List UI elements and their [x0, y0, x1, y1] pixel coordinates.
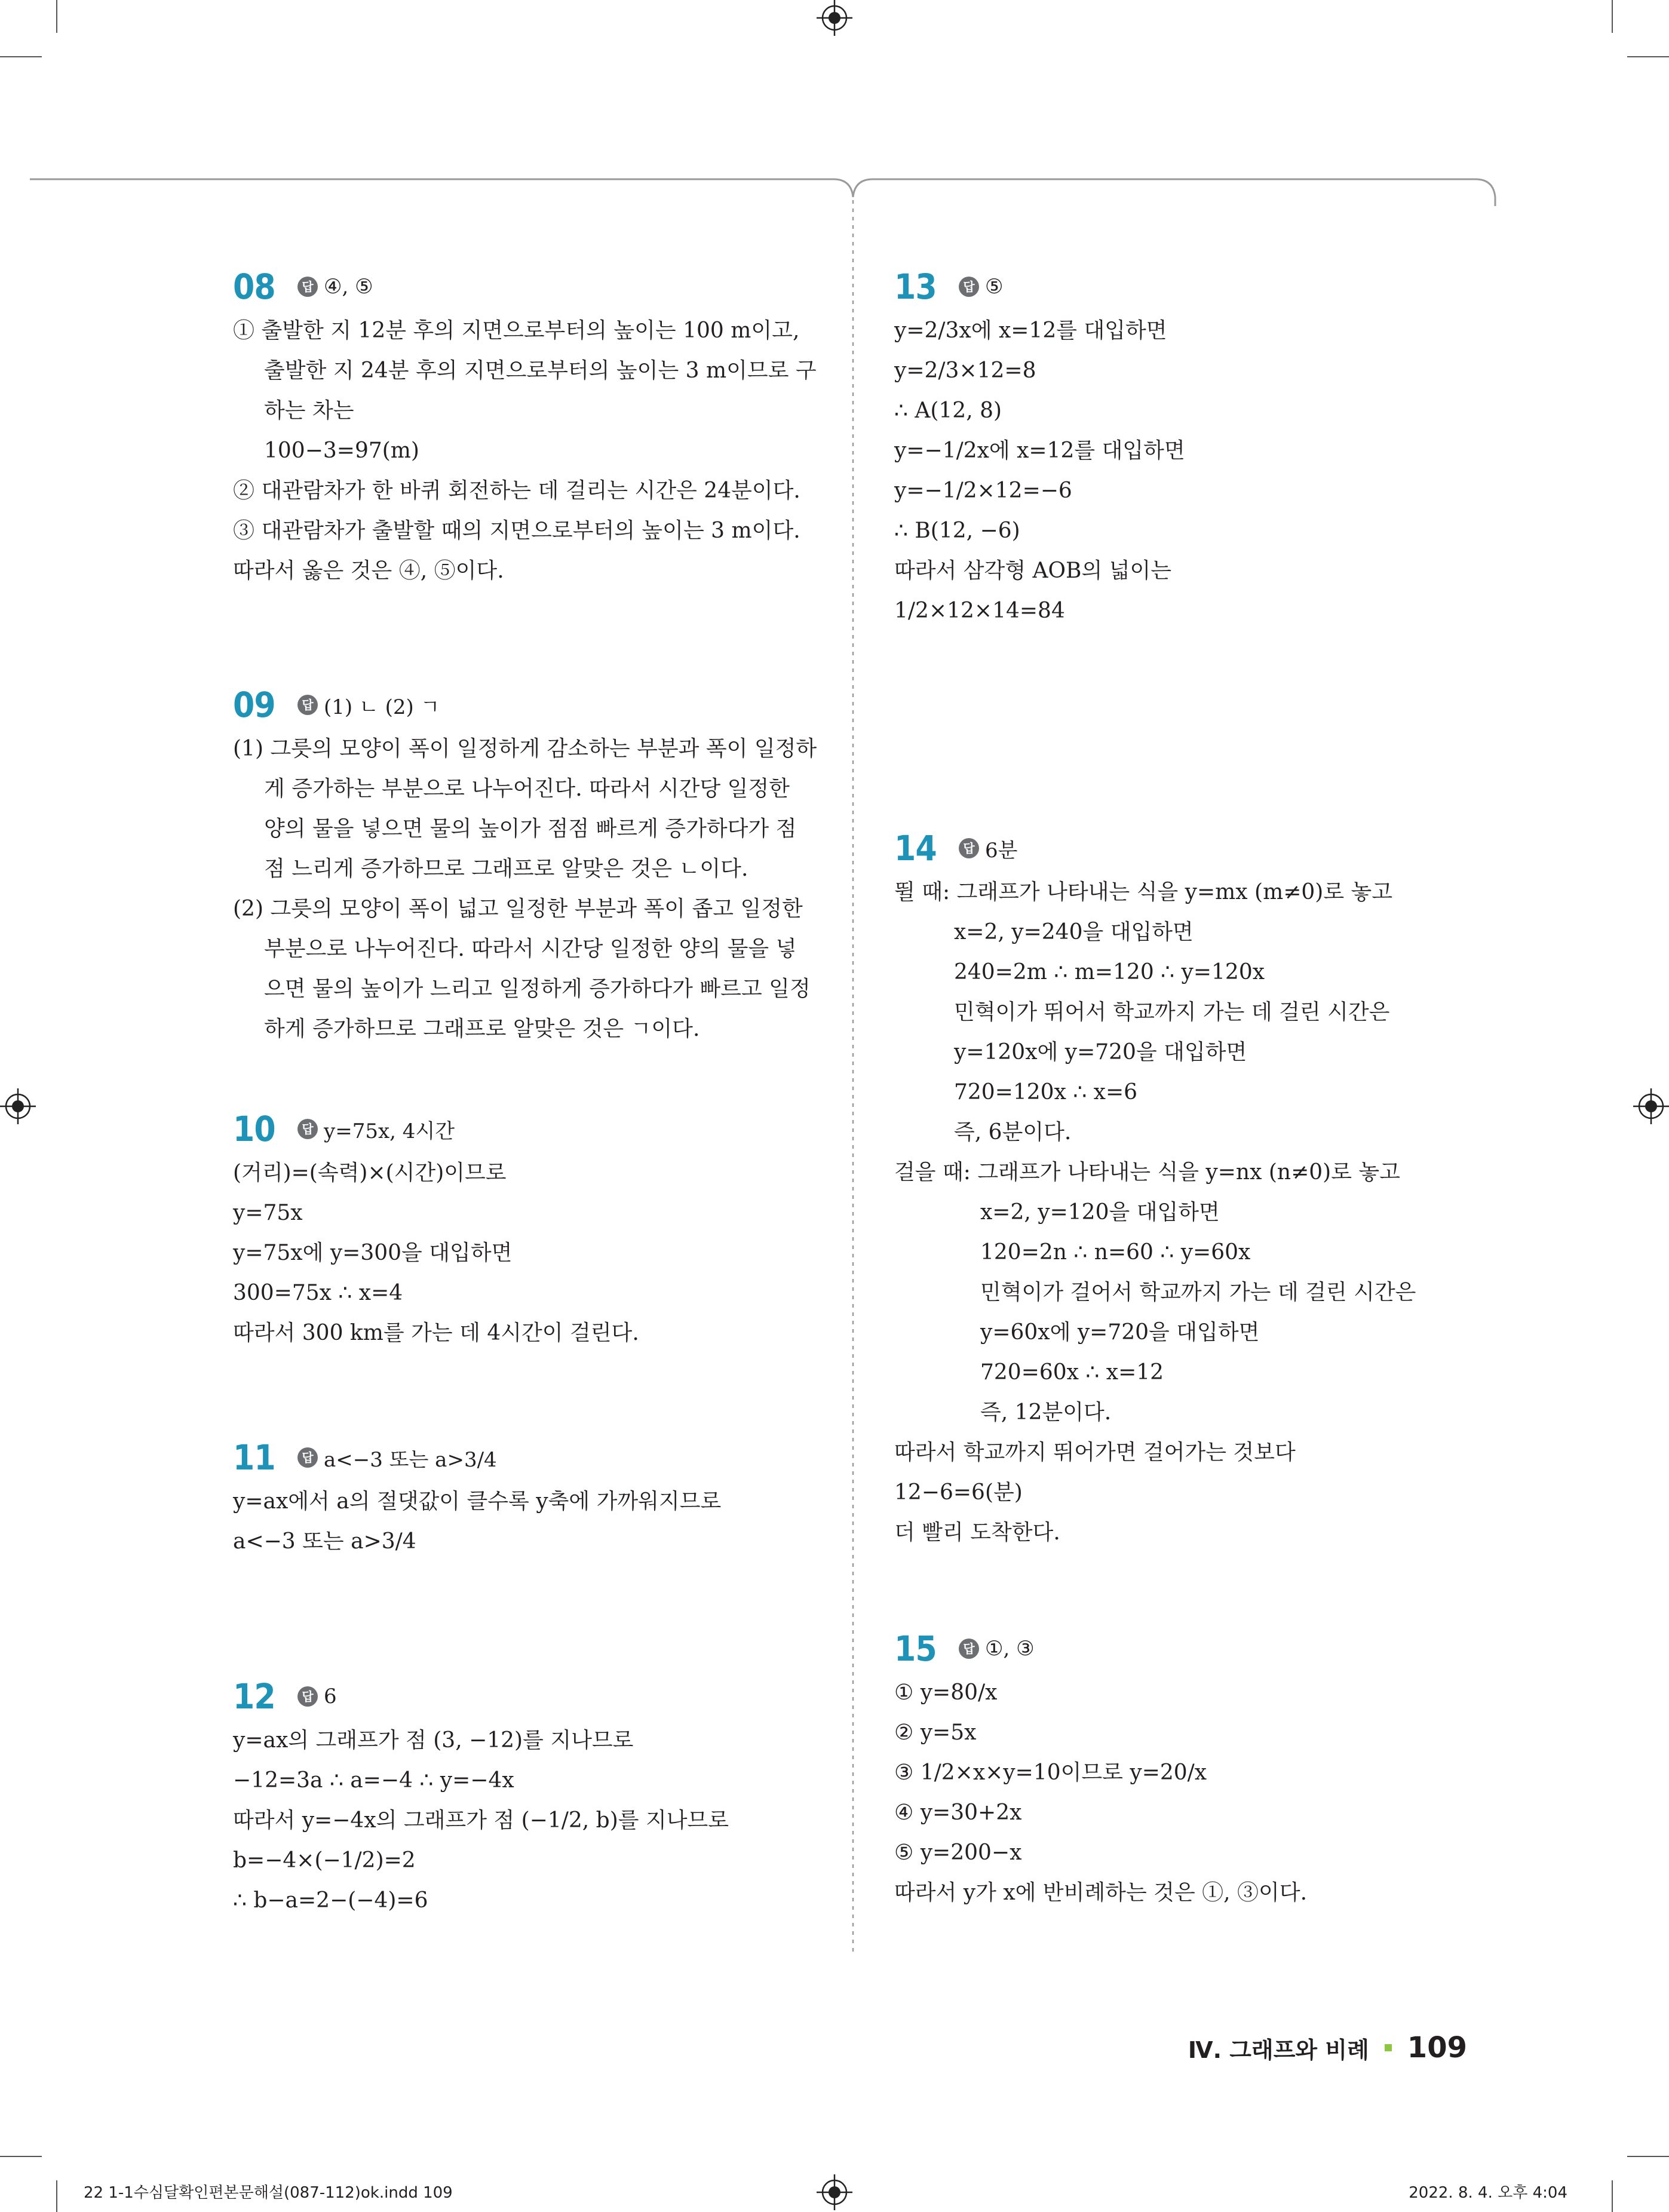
answer-badge-icon: 답 — [297, 277, 318, 297]
problem-header — [894, 824, 1492, 872]
solution-line: ∴ b−a=2−(−4)=6 — [233, 1888, 428, 1913]
answer-text: ⑤ — [985, 275, 1004, 299]
problem-number: 15 — [894, 1628, 937, 1669]
solution-line: 따라서 학교까지 뛰어가면 걸어가는 것보다 — [894, 1440, 1296, 1465]
solution-line: y=120x에 y=720을 대입하면 — [954, 1040, 1247, 1064]
solution-line: 따라서 옳은 것은 ④, ⑤이다. — [233, 559, 504, 583]
solution-line: 240=2m ∴ m=120 ∴ y=120x — [954, 960, 1265, 984]
solution-line: 300=75x ∴ x=4 — [233, 1281, 403, 1305]
problem-header — [233, 1673, 830, 1720]
problem-header — [233, 1105, 830, 1153]
solution-line: ∴ A(12, 8) — [894, 398, 1002, 423]
solution-line: 점 느리게 증가하므로 그래프로 알맞은 것은 ㄴ이다. — [264, 857, 748, 881]
registration-mark-right — [1633, 1088, 1669, 1124]
problem-14 — [894, 824, 1492, 1553]
answer-badge-icon: 답 — [297, 1686, 318, 1707]
problem-header — [233, 263, 830, 311]
solution-line: 민혁이가 뛰어서 학교까지 가는 데 걸린 시간은 — [954, 1000, 1390, 1024]
page-footer-title — [1188, 2031, 1467, 2064]
problem-header — [894, 1625, 1492, 1673]
registration-mark-left — [0, 1088, 36, 1124]
solution-line: 양의 물을 넣으면 물의 높이가 점점 빠르게 증가하다가 점 — [264, 817, 797, 841]
answer-badge-icon: 답 — [959, 1639, 979, 1659]
solution-line: ① y=80/x — [894, 1680, 998, 1705]
problem-number: 09 — [233, 685, 275, 725]
solution-line: ④ y=30+2x — [894, 1800, 1022, 1825]
problem-number: 14 — [894, 828, 937, 869]
solution-line: 즉, 6분이다. — [954, 1120, 1072, 1145]
solution-line: 따라서 삼각형 AOB의 넓이는 — [894, 559, 1172, 583]
solution-line: ③ 대관람차가 출발할 때의 지면으로부터의 높이는 3 m이다. — [233, 519, 800, 543]
solution-line: y=60x에 y=720을 대입하면 — [980, 1320, 1260, 1345]
solution-line: 따라서 y가 x에 반비례하는 것은 ①, ③이다. — [894, 1880, 1308, 1905]
solution-line: 민혁이가 걸어서 학교까지 가는 데 걸린 시간은 — [980, 1280, 1416, 1305]
solution-line: ① 출발한 지 12분 후의 지면으로부터의 높이는 100 m이고, — [233, 318, 800, 343]
solution-line: (2) 그릇의 모양이 폭이 넓고 일정한 부분과 폭이 좁고 일정한 — [233, 897, 803, 921]
solution-line: 12−6=6(분) — [894, 1480, 1023, 1505]
solution-line: 1/2×12×14=84 — [894, 599, 1065, 623]
problem-11 — [233, 1434, 830, 1561]
solution-line: 으면 물의 높이가 느리고 일정하게 증가하다가 빠르고 일정 — [264, 977, 811, 1001]
answer-text: 6분 — [985, 838, 1018, 863]
solution-line: (거리)=(속력)×(시간)이므로 — [233, 1161, 507, 1185]
registration-mark-bottom — [817, 2174, 852, 2210]
solution-line: 게 증가하는 부분으로 나누어진다. 따라서 시간당 일정한 — [264, 777, 790, 801]
solution-line: 따라서 y=−4x의 그래프가 점 (−1/2, b)를 지나므로 — [233, 1808, 729, 1833]
solution-line: y=2/3x에 x=12를 대입하면 — [894, 318, 1167, 343]
solution-line: ② 대관람차가 한 바퀴 회전하는 데 걸리는 시간은 24분이다. — [233, 478, 800, 503]
solution-line: 즉, 12분이다. — [980, 1400, 1112, 1425]
problem-15 — [894, 1625, 1492, 1913]
solution-line: y=−1/2x에 x=12를 대입하면 — [894, 438, 1185, 463]
solution-line: ② y=5x — [894, 1720, 977, 1745]
solution-line: −12=3a ∴ a=−4 ∴ y=−4x — [233, 1768, 514, 1793]
problem-number: 10 — [233, 1109, 275, 1149]
solution-line: y=ax에서 a의 절댓값이 클수록 y축에 가까워지므로 — [233, 1489, 722, 1514]
solution-line: y=2/3×12=8 — [894, 358, 1036, 383]
solution-line: 100−3=97(m) — [264, 438, 419, 463]
answer-text: (1) ㄴ (2) ㄱ — [324, 695, 440, 719]
page-number: 109 — [1407, 2031, 1467, 2064]
answer-badge-icon: 답 — [959, 838, 979, 858]
solution-line: 720=120x ∴ x=6 — [954, 1080, 1138, 1105]
solution-line: 따라서 300 km를 가는 데 4시간이 걸린다. — [233, 1321, 639, 1345]
solution-line: y=75x — [233, 1201, 303, 1225]
registration-mark-top — [817, 0, 852, 36]
problem-number: 11 — [233, 1437, 275, 1478]
problem-header — [233, 681, 830, 729]
answer-text: y=75x, 4시간 — [324, 1119, 455, 1143]
print-stamp: 2022. 8. 4. 오후 4:04 — [1409, 2184, 1567, 2202]
answer-text: ④, ⑤ — [324, 275, 373, 299]
problem-number: 08 — [233, 266, 275, 307]
solution-line: 출발한 지 24분 후의 지면으로부터의 높이는 3 m이므로 구 — [264, 358, 817, 383]
solution-line: 더 빨리 도착한다. — [894, 1520, 1060, 1545]
answer-badge-icon: 답 — [297, 1119, 318, 1139]
solution-line: 720=60x ∴ x=12 — [980, 1360, 1164, 1385]
answer-text: 6 — [324, 1685, 337, 1708]
solution-line: x=2, y=120을 대입하면 — [980, 1200, 1220, 1225]
solution-line: 걸을 때: 그래프가 나타내는 식을 y=nx (n≠0)로 놓고 — [894, 1160, 1400, 1185]
solution-line: ③ 1/2×x×y=10이므로 y=20/x — [894, 1760, 1207, 1785]
problem-09 — [233, 681, 830, 1049]
problem-12 — [233, 1673, 830, 1920]
answer-badge-icon: 답 — [959, 277, 979, 297]
answer-badge-icon: 답 — [297, 695, 318, 715]
file-slug: 22 1-1수심달확인편본문해설(087-112)ok.indd 109 — [84, 2184, 453, 2202]
solution-line: ⑤ y=200−x — [894, 1840, 1022, 1865]
problem-number: 12 — [233, 1676, 275, 1717]
footer-square-icon — [1385, 2044, 1392, 2051]
solution-line: y=ax의 그래프가 점 (3, −12)를 지나므로 — [233, 1728, 634, 1753]
solution-line: ∴ B(12, −6) — [894, 519, 1020, 543]
problem-header — [233, 1434, 830, 1481]
solution-line: a<−3 또는 a>3/4 — [233, 1529, 416, 1554]
answer-badge-icon: 답 — [297, 1447, 318, 1468]
solution-line: 120=2n ∴ n=60 ∴ y=60x — [980, 1240, 1251, 1265]
problem-10 — [233, 1105, 830, 1353]
solution-line: (1) 그릇의 모양이 폭이 일정하게 감소하는 부분과 폭이 일정하 — [233, 737, 817, 761]
solution-line: 하게 증가하므로 그래프로 알맞은 것은 ㄱ이다. — [264, 1017, 700, 1041]
solution-line: b=−4×(−1/2)=2 — [233, 1848, 416, 1873]
section-title: Ⅳ. 그래프와 비례 — [1188, 2036, 1369, 2063]
solution-line: x=2, y=240을 대입하면 — [954, 920, 1194, 944]
solution-line: y=−1/2×12=−6 — [894, 478, 1072, 503]
solution-line: 하는 차는 — [264, 398, 354, 423]
answer-text: a<−3 또는 a>3/4 — [324, 1447, 497, 1472]
answer-text: ①, ③ — [985, 1637, 1035, 1661]
problem-header — [894, 263, 1492, 311]
problem-13 — [894, 263, 1492, 631]
solution-line: 뛸 때: 그래프가 나타내는 식을 y=mx (m≠0)로 놓고 — [894, 880, 1393, 904]
problem-number: 13 — [894, 266, 937, 307]
solution-line: y=75x에 y=300을 대입하면 — [233, 1241, 513, 1265]
problem-08 — [233, 263, 830, 591]
solution-line: 부분으로 나누어진다. 따라서 시간당 일정한 양의 물을 넣 — [264, 937, 797, 961]
